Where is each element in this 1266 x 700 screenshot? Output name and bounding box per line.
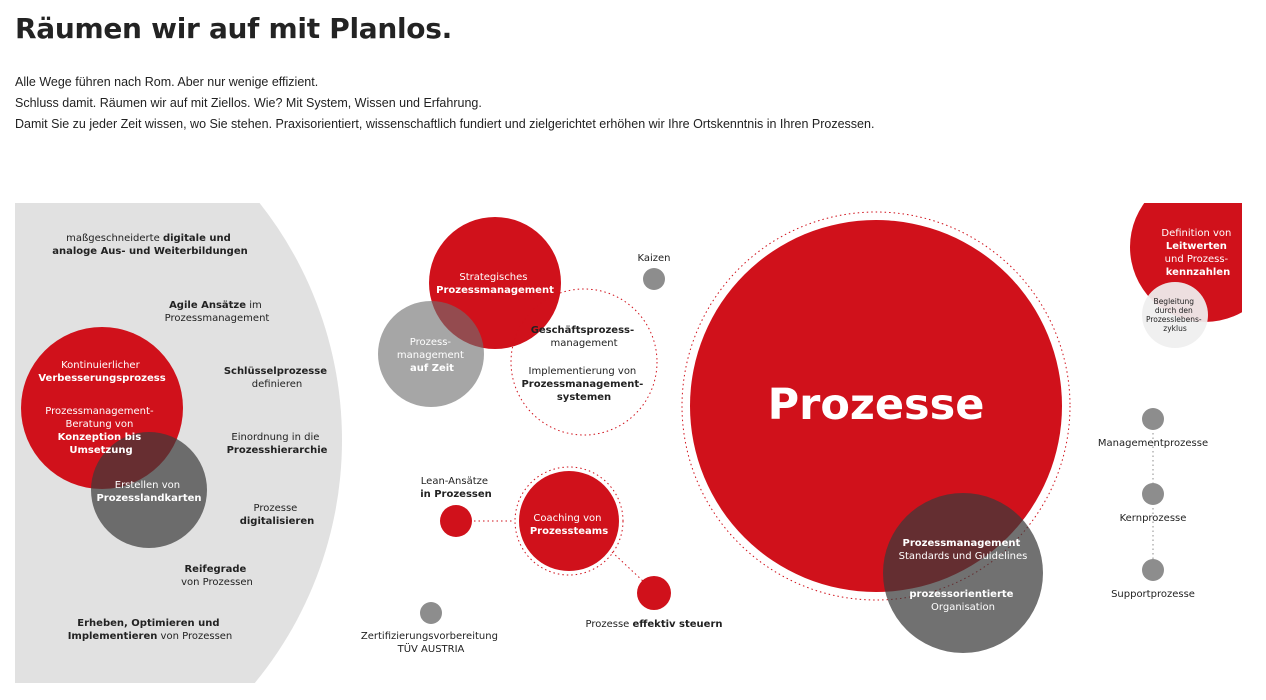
managementprozesse-label: Managementprozesse [1097, 438, 1209, 449]
standards-label: Prozessmanagement Standards und Guidelines [898, 538, 1028, 562]
left-item-schluesselprozesse: Schlüsselprozesse definieren [223, 366, 327, 390]
steuern-dot [637, 576, 671, 610]
lean-label: Lean-Ansätze in Prozessen [420, 476, 492, 500]
intro-line-3: Damit Sie zu jeder Zeit wissen, wo Sie stehen. Praxisorientiert, wissenschaftlich fundiert und zielgerichtet erhöhen wir Ihre Ortskenntnis in Ihren Prozessen. [15, 117, 875, 131]
organisation-circle [883, 493, 1043, 653]
lean-dot [440, 505, 472, 537]
intro-line-2: Schluss damit. Räumen wir auf mit Ziellos. Wie? Mit System, Wissen und Erfahrung. [15, 96, 482, 110]
organisation-label: prozessorientierte Organisation [909, 589, 1014, 613]
intro-line-1: Alle Wege führen nach Rom. Aber nur wenige effizient. [15, 75, 319, 89]
supportprozesse-label: Supportprozesse [1111, 589, 1195, 600]
gpm-label: Geschäftsprozess- management [530, 325, 635, 349]
steuern-label: Prozesse effektiv steuern [585, 619, 723, 630]
left-item-reifegrade: Reifegrade von Prozessen [181, 564, 253, 588]
left-item-weiterbildungen: maßgeschneiderte digitale und analoge Aus- und Weiterbildungen [52, 233, 248, 257]
zertifizierung-dot [420, 602, 442, 624]
zertifizierung-label: Zertifizierungsvorbereitung TÜV AUSTRIA [360, 631, 498, 655]
auf-zeit-label: Prozess- management auf Zeit [396, 337, 464, 374]
kaizen-dot [643, 268, 665, 290]
left-item-digitalisieren: Prozesse digitalisieren [239, 503, 315, 527]
kvp-label: Kontinuierlicher Verbesserungsprozess [38, 360, 166, 384]
steuern-connector [612, 552, 644, 582]
prozesse-label: Prozesse [767, 380, 985, 430]
page-title: Räumen wir auf mit Planlos. [15, 12, 452, 45]
coaching-label: Coaching von Prozessteams [529, 513, 609, 537]
landkarten-label: Erstellen von Prozesslandkarten [96, 480, 202, 504]
begleitung-label: Begleitung durch den Prozesslebens- zyklus [1145, 297, 1202, 333]
beratung-label: Prozessmanagement- Beratung von Konzeption bis Umsetzung [45, 406, 154, 456]
kernprozesse-label: Kernprozesse [1119, 513, 1187, 524]
kaizen-label: Kaizen [637, 253, 671, 264]
left-item-prozesshierarchie: Einordnung in die Prozesshierarchie [226, 432, 328, 456]
managementprozesse-dot [1142, 408, 1164, 430]
kernprozesse-dot [1142, 483, 1164, 505]
left-item-agile: Agile Ansätze im Prozessmanagement [164, 300, 270, 324]
definition-label: Definition von Leitwerten und Prozess- kennzahlen [1161, 228, 1232, 278]
implementierung-label: Implementierung von Prozessmanagement- systemen [521, 366, 644, 403]
supportprozesse-dot [1142, 559, 1164, 581]
strategisch-label: Strategisches Prozessmanagement [436, 272, 554, 296]
left-item-erheben: Erheben, Optimieren und Implementieren von Prozessen [67, 618, 233, 642]
